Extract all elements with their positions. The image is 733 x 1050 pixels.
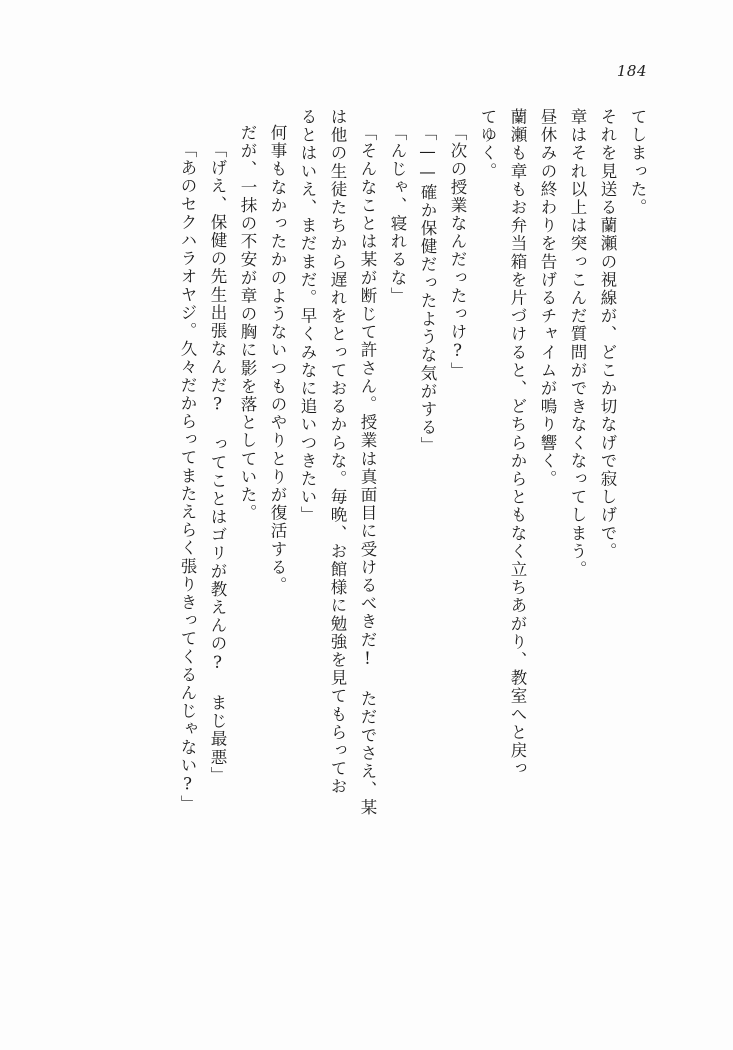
text-column: は他の生徒たちから遅れをとっておるからな。毎晩、お館様に勉強を見てもらってお [328, 108, 347, 796]
text-column: てゆく。 [478, 108, 497, 181]
text-column: 「次の授業なんだったっけ?」 [448, 124, 467, 380]
text-column: 蘭瀬も章もお弁当箱を片づけると、どちらからともなく立ちあがり、教室へと戻っ [508, 108, 527, 778]
text-column: 「あのセクハラオヤジ。久々だからってまたえらく張りきってくるんじゃない?」 [178, 141, 197, 814]
text-column: るとはいえ、まだまだ。早くみなに追いつきたい」 [298, 108, 317, 525]
text-column: 何事もなかったかのようないつものやりとりが復活する。 [268, 124, 287, 595]
text-column: 「げえ、保健の先生出張なんだ? ってことはゴリが教えんの? まじ最悪」 [208, 141, 227, 785]
text-column: 「そんなことは某が断じて許さん。授業は真面目に受けるべきだ! ただでさえ、某 [358, 124, 377, 817]
page-number: 184 [616, 62, 647, 80]
text-column: てしまった。 [628, 108, 647, 217]
text-column: 「——確か保健だったような気がする」 [418, 124, 437, 455]
text-column: 「んじゃ、寝れるな」 [388, 124, 407, 305]
text-column: 昼休みの終わりを告げるチャイムが鳴り響く。 [538, 108, 557, 489]
text-column: だが、一抹の不安が章の胸に影を落としていた。 [238, 124, 257, 523]
vertical-text-body [88, 108, 645, 928]
text-column: それを見送る蘭瀬の視線が、どこか切なげで寂しげで。 [598, 108, 617, 561]
text-column: 章はそれ以上は突っこんだ質問ができなくなってしまう。 [568, 108, 587, 579]
